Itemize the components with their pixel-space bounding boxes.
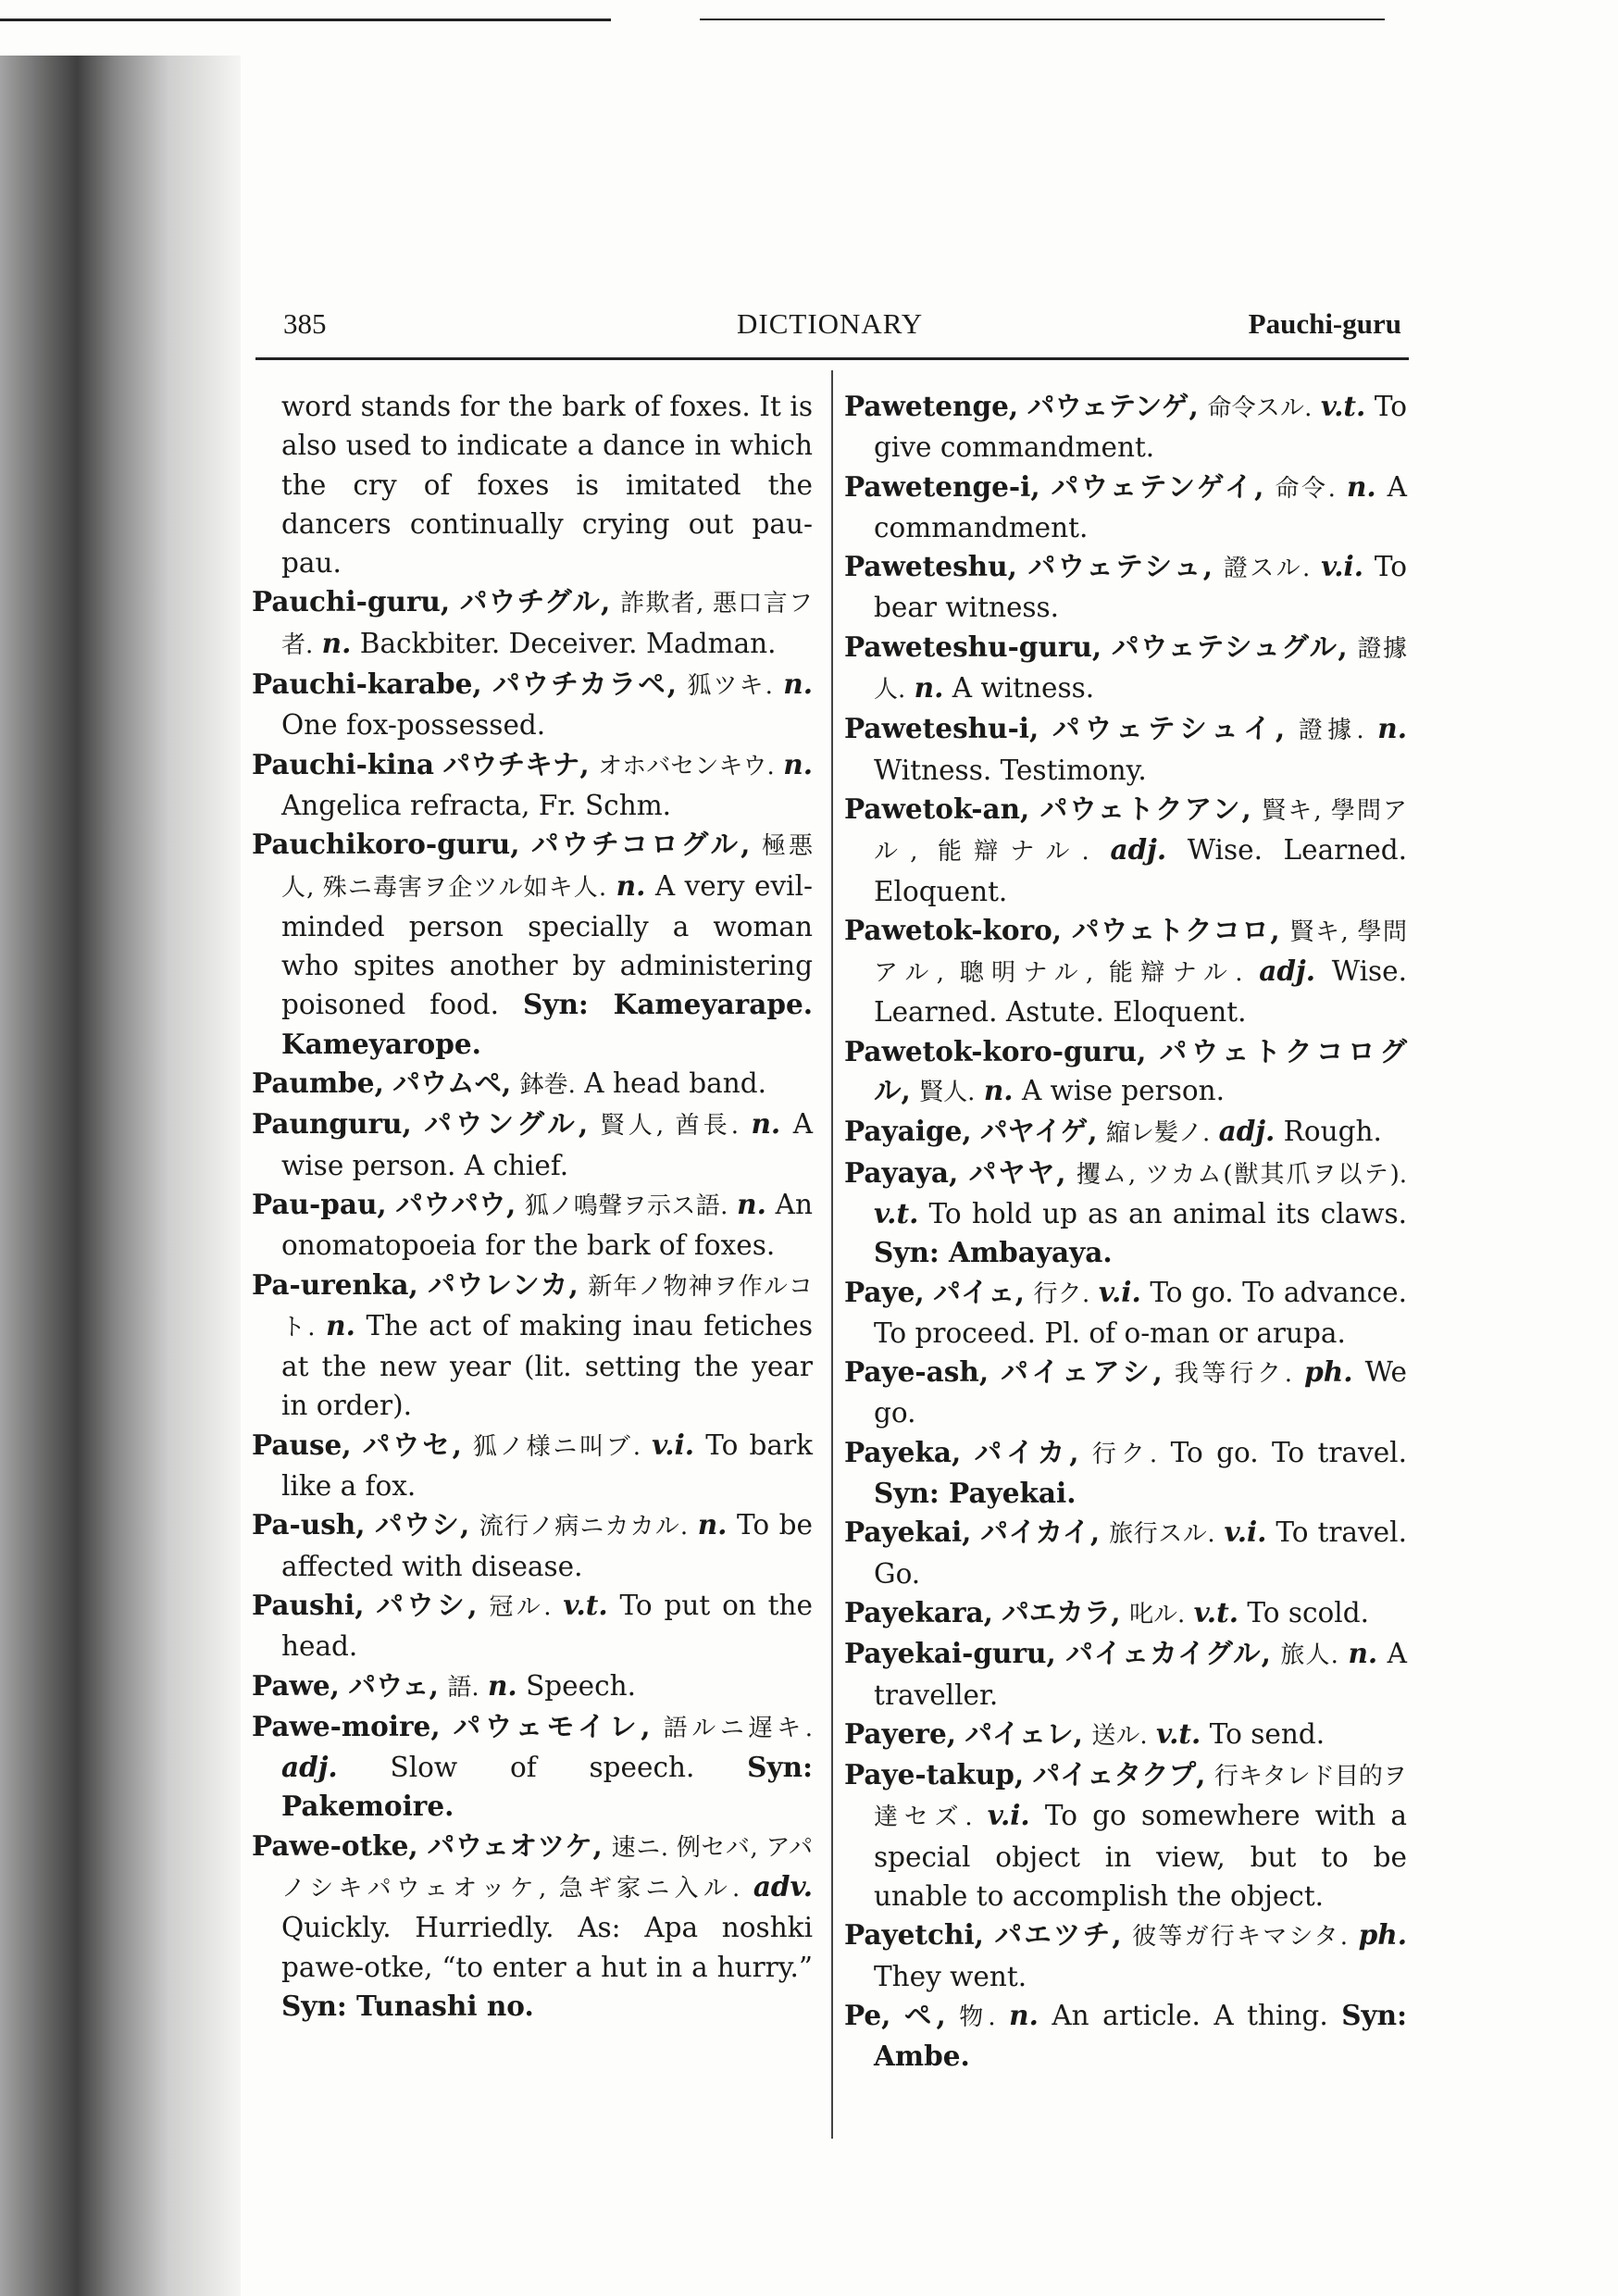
japanese-gloss: オホバセンキウ. bbox=[598, 752, 775, 780]
headword: Paweteshu-guru, bbox=[844, 630, 1102, 663]
japanese-gloss: 叱ル. bbox=[1128, 1600, 1186, 1628]
katakana-reading: パヤヤ, bbox=[968, 1155, 1066, 1189]
right-column bbox=[844, 387, 1407, 2076]
synonym: Syn: Payekai. bbox=[874, 1477, 1077, 1510]
dictionary-entry bbox=[844, 1433, 1407, 1514]
japanese-gloss: 旅人. bbox=[1280, 1641, 1338, 1670]
headword: Paye-takup, bbox=[844, 1758, 1025, 1791]
part-of-speech: n. bbox=[326, 1308, 355, 1341]
japanese-gloss: 狐ノ様ニ叫ブ. bbox=[473, 1432, 641, 1461]
right-entries bbox=[844, 387, 1407, 2076]
katakana-reading: パウェテシュイ, bbox=[1052, 712, 1286, 745]
headword: Pa-urenka, bbox=[252, 1267, 418, 1301]
synonym: Syn: Tunashi no. bbox=[281, 1989, 534, 2022]
part-of-speech: n. bbox=[487, 1668, 517, 1702]
katakana-reading: パウェトクコロ, bbox=[1071, 913, 1280, 946]
katakana-reading: パイェレ, bbox=[965, 1716, 1083, 1750]
katakana-reading: パウチグル, bbox=[459, 585, 611, 618]
synonym: Syn: Pakemoire. bbox=[281, 1751, 813, 1823]
english-definition: To bark like a fox. bbox=[281, 1429, 813, 1503]
column-divider bbox=[831, 370, 833, 2139]
katakana-reading: パイェタクプ, bbox=[1032, 1758, 1206, 1791]
part-of-speech: adj. bbox=[281, 1751, 338, 1784]
japanese-gloss: 證スル. bbox=[1223, 555, 1311, 583]
japanese-gloss: 冠ル. bbox=[489, 1592, 552, 1621]
english-definition: Slow of speech. bbox=[390, 1752, 695, 1784]
english-definition: Angelica refracta, Fr. Schm. bbox=[281, 789, 672, 821]
headword: Pawetok-koro, bbox=[844, 913, 1063, 946]
part-of-speech: n. bbox=[751, 1107, 781, 1141]
headword: Payaya, bbox=[844, 1155, 959, 1189]
english-definition: To hold up as an animal its claws. bbox=[928, 1197, 1407, 1229]
japanese-gloss: 賢キ, 學問アル, 聰明ナル, 能辯ナル. bbox=[874, 917, 1407, 988]
part-of-speech: v.t. bbox=[1193, 1595, 1238, 1628]
headword: Pauchi-guru, bbox=[252, 585, 451, 618]
part-of-speech: adj. bbox=[1110, 833, 1167, 867]
part-of-speech: n. bbox=[1346, 469, 1376, 503]
part-of-speech: v.t. bbox=[563, 1588, 608, 1621]
dictionary-entry bbox=[252, 582, 813, 665]
part-of-speech: n. bbox=[616, 868, 646, 902]
katakana-reading: パイェ, bbox=[933, 1275, 1025, 1308]
dictionary-entry bbox=[252, 825, 813, 1064]
katakana-reading: パウェトクコログル, bbox=[874, 1034, 1407, 1107]
dictionary-entry bbox=[844, 1996, 1407, 2077]
headword: Pauchikoro-guru, bbox=[252, 828, 520, 861]
left-entries bbox=[252, 582, 813, 2026]
dictionary-entry bbox=[844, 1634, 1407, 1715]
synonym: Syn: Kameyarape. Kameyarope. bbox=[281, 988, 813, 1060]
headword: Paunguru, bbox=[252, 1107, 412, 1141]
part-of-speech: v.t. bbox=[1155, 1716, 1201, 1750]
part-of-speech: v.i. bbox=[1224, 1516, 1267, 1549]
japanese-gloss: 狐ツキ. bbox=[687, 672, 773, 701]
japanese-gloss: 旅行スル. bbox=[1109, 1520, 1215, 1549]
dictionary-entry bbox=[252, 1707, 813, 1827]
japanese-gloss: 命令スル. bbox=[1207, 394, 1313, 422]
headword: Pawe, bbox=[252, 1668, 340, 1702]
english-definition: A very evil-minded person specially a woman who spites another by administering poisoned food. bbox=[281, 869, 813, 1021]
english-definition: An onomatopoeia for the bark of foxes. bbox=[281, 1188, 813, 1262]
part-of-speech: v.i. bbox=[987, 1799, 1030, 1832]
part-of-speech: adv. bbox=[753, 1869, 813, 1903]
dictionary-entry bbox=[844, 1593, 1407, 1634]
japanese-gloss: 物. bbox=[959, 2003, 996, 2031]
dictionary-entry bbox=[844, 1032, 1407, 1113]
part-of-speech: n. bbox=[914, 671, 944, 705]
headword: Pau-pau, bbox=[252, 1187, 387, 1220]
katakana-reading: ペ, bbox=[903, 1998, 946, 2031]
dictionary-entry bbox=[252, 1586, 813, 1666]
dictionary-entry bbox=[844, 1273, 1407, 1354]
katakana-reading: パウェトクアン, bbox=[1039, 792, 1251, 825]
part-of-speech: ph. bbox=[1358, 1918, 1407, 1952]
headword: Pawetok-an, bbox=[844, 792, 1030, 825]
japanese-gloss: 送ル. bbox=[1091, 1721, 1148, 1750]
part-of-speech: n. bbox=[983, 1074, 1014, 1107]
katakana-reading: パイカ, bbox=[974, 1435, 1079, 1468]
katakana-reading: パウムペ, bbox=[392, 1067, 512, 1100]
japanese-gloss: 狐ノ鳴聲ヲ示ス語. bbox=[525, 1192, 728, 1220]
japanese-gloss: 縮レ髪ノ. bbox=[1105, 1119, 1211, 1148]
english-definition: Witness. Testimony. bbox=[874, 754, 1147, 786]
japanese-gloss: 新年ノ物神ヲ作ルコト. bbox=[281, 1272, 813, 1341]
english-definition: Wise. Learned. Eloquent. bbox=[874, 834, 1407, 907]
part-of-speech: v.i. bbox=[652, 1428, 695, 1461]
part-of-speech: v.t. bbox=[1320, 390, 1366, 422]
part-of-speech: adj. bbox=[1218, 1115, 1276, 1148]
english-definition: To scold. bbox=[1247, 1596, 1370, 1628]
japanese-gloss: 行ク. bbox=[1033, 1279, 1090, 1308]
headword: Pause, bbox=[252, 1428, 352, 1461]
dictionary-entry bbox=[844, 790, 1407, 911]
english-definition: To travel. Go. bbox=[874, 1516, 1407, 1590]
katakana-reading: パウシ, bbox=[375, 1508, 470, 1541]
english-definition: To be affected with disease. bbox=[281, 1509, 813, 1582]
english-definition: A commandment. bbox=[874, 470, 1407, 543]
headword: Pawetok-koro-guru, bbox=[844, 1034, 1147, 1067]
english-definition: They went. bbox=[874, 1960, 1027, 1992]
dictionary-entry bbox=[844, 911, 1407, 1032]
dictionary-entry bbox=[252, 1266, 813, 1426]
headword: Pawetenge, bbox=[844, 390, 1019, 422]
japanese-gloss: 我等行ク. bbox=[1174, 1360, 1293, 1389]
english-definition: Quickly. Hurriedly. As: Apa noshki pawe-otke, “to enter a hut in a hurry.” bbox=[281, 1912, 813, 1983]
japanese-gloss: 行ク. bbox=[1091, 1440, 1158, 1468]
english-definition: We go. bbox=[874, 1356, 1407, 1429]
dictionary-entry bbox=[252, 745, 813, 826]
part-of-speech: n. bbox=[783, 668, 813, 701]
synonym: Syn: Ambe. bbox=[874, 1998, 1407, 2073]
katakana-reading: パウェテンゲ, bbox=[1027, 390, 1199, 422]
headword: Payere, bbox=[844, 1716, 956, 1750]
dictionary-entry bbox=[252, 1426, 813, 1506]
headword: Pauchi-karabe, bbox=[252, 668, 482, 701]
part-of-speech: n. bbox=[737, 1187, 766, 1220]
part-of-speech: v.i. bbox=[1321, 550, 1364, 583]
headword: Pawe-moire, bbox=[252, 1709, 441, 1742]
katakana-reading: パウシ, bbox=[376, 1588, 478, 1621]
dictionary-entry bbox=[844, 1353, 1407, 1433]
english-definition: Wise. Learned. Astute. Eloquent. bbox=[874, 955, 1407, 1029]
part-of-speech: n. bbox=[1348, 1637, 1378, 1670]
page-header bbox=[283, 304, 1401, 350]
headword: Pawetenge-i, bbox=[844, 469, 1040, 503]
headword: Paweteshu-i, bbox=[844, 712, 1039, 745]
headword: Pe, bbox=[844, 1998, 891, 2031]
dictionary-entry bbox=[252, 1185, 813, 1266]
headword: Payeka, bbox=[844, 1435, 962, 1468]
katakana-reading: パウェモイレ, bbox=[453, 1709, 651, 1742]
english-definition: To give commandment. bbox=[874, 391, 1407, 464]
left-column bbox=[252, 387, 813, 2026]
katakana-reading: パウングル, bbox=[424, 1107, 589, 1141]
header-rule bbox=[255, 357, 1409, 360]
english-definition: Speech. bbox=[526, 1669, 637, 1702]
dictionary-entry bbox=[252, 1064, 813, 1104]
english-definition: Backbiter. Deceiver. Madman. bbox=[359, 627, 777, 659]
part-of-speech: n. bbox=[321, 626, 352, 659]
katakana-reading: パウェテンゲイ, bbox=[1051, 469, 1264, 503]
katakana-reading: パエツチ, bbox=[994, 1918, 1122, 1952]
dictionary-entry bbox=[844, 1715, 1407, 1755]
dictionary-entry bbox=[844, 1755, 1407, 1915]
dictionary-entry bbox=[844, 628, 1407, 710]
headword: Paweteshu, bbox=[844, 550, 1017, 583]
part-of-speech: v.t. bbox=[874, 1196, 919, 1229]
scan-top-rule-left bbox=[0, 19, 611, 21]
katakana-reading: パヤイゲ, bbox=[980, 1115, 1098, 1148]
synonym: Syn: Ambayaya. bbox=[874, 1236, 1113, 1269]
dictionary-entry bbox=[252, 1104, 813, 1185]
english-definition: An article. A thing. bbox=[1052, 1999, 1328, 2031]
scan-gutter-shadow bbox=[0, 56, 241, 2296]
english-definition: To go. To travel. bbox=[1170, 1436, 1407, 1468]
headword: Payekara, bbox=[844, 1595, 993, 1628]
headword: Paye-ash, bbox=[844, 1355, 989, 1389]
dictionary-entry bbox=[844, 468, 1407, 548]
katakana-reading: パイカイ, bbox=[980, 1516, 1101, 1549]
japanese-gloss: 賢人, 酋長. bbox=[600, 1112, 739, 1141]
katakana-reading: パウパウ, bbox=[395, 1187, 517, 1220]
katakana-reading: パイェカイグル, bbox=[1065, 1637, 1271, 1670]
japanese-gloss: 彼等ガ行キマシタ. bbox=[1132, 1923, 1349, 1952]
guide-word: Pauchi-guru bbox=[1248, 307, 1401, 340]
katakana-reading: パウチカラペ, bbox=[492, 668, 678, 701]
dictionary-entry bbox=[844, 1154, 1407, 1273]
part-of-speech: n. bbox=[1009, 1998, 1039, 2031]
part-of-speech: adj. bbox=[1259, 955, 1315, 988]
japanese-gloss: 證據. bbox=[1298, 717, 1364, 745]
english-definition: To put on the head. bbox=[281, 1589, 813, 1663]
english-definition: To go somewhere with a special object in view, but to be unable to accomplish the object. bbox=[874, 1800, 1407, 1912]
english-definition: A traveller. bbox=[874, 1638, 1407, 1711]
japanese-gloss: 語ルニ遅キ. bbox=[663, 1714, 813, 1742]
katakana-reading: パウェテシュグル, bbox=[1112, 630, 1348, 663]
dictionary-entry bbox=[252, 665, 813, 745]
dictionary-entry bbox=[844, 1915, 1407, 1996]
dictionary-entry bbox=[844, 1112, 1407, 1153]
part-of-speech: ph. bbox=[1304, 1355, 1353, 1389]
part-of-speech: v.i. bbox=[1098, 1275, 1141, 1308]
page-number: 385 bbox=[283, 307, 327, 340]
continued-entry-text: word stands for the bark of foxes. It is also used to indicate a dance in which the cry of foxes is imitated the dancers continually crying out pau-pau. bbox=[281, 391, 813, 580]
headword: Paushi, bbox=[252, 1588, 365, 1621]
dictionary-entry bbox=[252, 1505, 813, 1586]
japanese-gloss: 極悪人, 殊ニ毒害ヲ企ツル如キ人. bbox=[281, 832, 813, 902]
headword: Pa-ush, bbox=[252, 1508, 366, 1541]
headword: Payekai, bbox=[844, 1516, 972, 1549]
english-definition: A head band. bbox=[584, 1067, 766, 1100]
part-of-speech: n. bbox=[1377, 712, 1407, 745]
english-definition: To go. To advance. To proceed. Pl. of o-man or arupa. bbox=[874, 1276, 1407, 1349]
katakana-reading: パウレンカ, bbox=[428, 1267, 579, 1301]
japanese-gloss: 語. bbox=[447, 1673, 479, 1702]
katakana-reading: パイェアシ, bbox=[1001, 1355, 1163, 1389]
dictionary-entry bbox=[252, 1827, 813, 2026]
dictionary-entry bbox=[844, 709, 1407, 790]
katakana-reading: パエカラ, bbox=[1002, 1595, 1121, 1628]
headword: Pauchi-kina bbox=[252, 747, 435, 780]
english-definition: A witness. bbox=[952, 672, 1095, 705]
running-title: DICTIONARY bbox=[737, 307, 924, 340]
katakana-reading: パウェオツケ, bbox=[427, 1828, 603, 1862]
part-of-speech: n. bbox=[697, 1508, 728, 1541]
japanese-gloss: 命令. bbox=[1275, 474, 1336, 503]
part-of-speech: n. bbox=[783, 747, 813, 780]
japanese-gloss: 詐欺者, 悪口言フ者. bbox=[281, 590, 813, 659]
headword: Pawe-otke, bbox=[252, 1828, 418, 1862]
english-definition: The act of making inau fetiches at the new year (lit. setting the year in order). bbox=[281, 1309, 813, 1422]
headword: Paye, bbox=[844, 1275, 925, 1308]
english-definition: Rough. bbox=[1283, 1116, 1382, 1148]
katakana-reading: パウチコログル, bbox=[530, 828, 751, 861]
dictionary-entry bbox=[844, 547, 1407, 628]
katakana-reading: パウセ, bbox=[362, 1428, 462, 1461]
japanese-gloss: 速ニ. 例セバ, アパノシキパウェオッケ, 急ギ家ニ入ル. bbox=[281, 1833, 814, 1903]
headword: Payaige, bbox=[844, 1115, 972, 1148]
japanese-gloss: 攫ム, ツカム(獣其爪ヲ以テ). bbox=[1076, 1160, 1407, 1189]
english-definition: One fox-possessed. bbox=[281, 709, 546, 742]
english-definition: To bear witness. bbox=[874, 551, 1407, 624]
japanese-gloss: 行キタレド目的ヲ達セズ. bbox=[874, 1763, 1407, 1832]
katakana-reading: パウェテシュ, bbox=[1027, 550, 1214, 583]
katakana-reading: パウェ, bbox=[348, 1668, 439, 1702]
dictionary-entry bbox=[844, 387, 1407, 468]
english-definition: To send. bbox=[1209, 1717, 1326, 1750]
dictionary-entry bbox=[844, 1513, 1407, 1593]
headword: Paumbe, bbox=[252, 1067, 384, 1100]
headword: Payekai-guru, bbox=[844, 1637, 1056, 1670]
english-definition: A wise person. bbox=[1021, 1075, 1225, 1107]
headword: Payetchi, bbox=[844, 1918, 984, 1952]
japanese-gloss: 流行ノ病ニカカル. bbox=[479, 1513, 689, 1541]
scan-top-rule-right bbox=[700, 19, 1385, 20]
katakana-reading: パウチキナ, bbox=[442, 747, 590, 780]
japanese-gloss: 證據人. bbox=[874, 634, 1407, 705]
english-definition: A wise person. A chief. bbox=[281, 1108, 813, 1181]
japanese-gloss: 鉢巻. bbox=[519, 1071, 576, 1100]
japanese-gloss: 賢キ, 學問アル, 能辯ナル. bbox=[874, 796, 1407, 867]
japanese-gloss: 賢人. bbox=[919, 1079, 976, 1107]
dictionary-entry bbox=[252, 1666, 813, 1707]
